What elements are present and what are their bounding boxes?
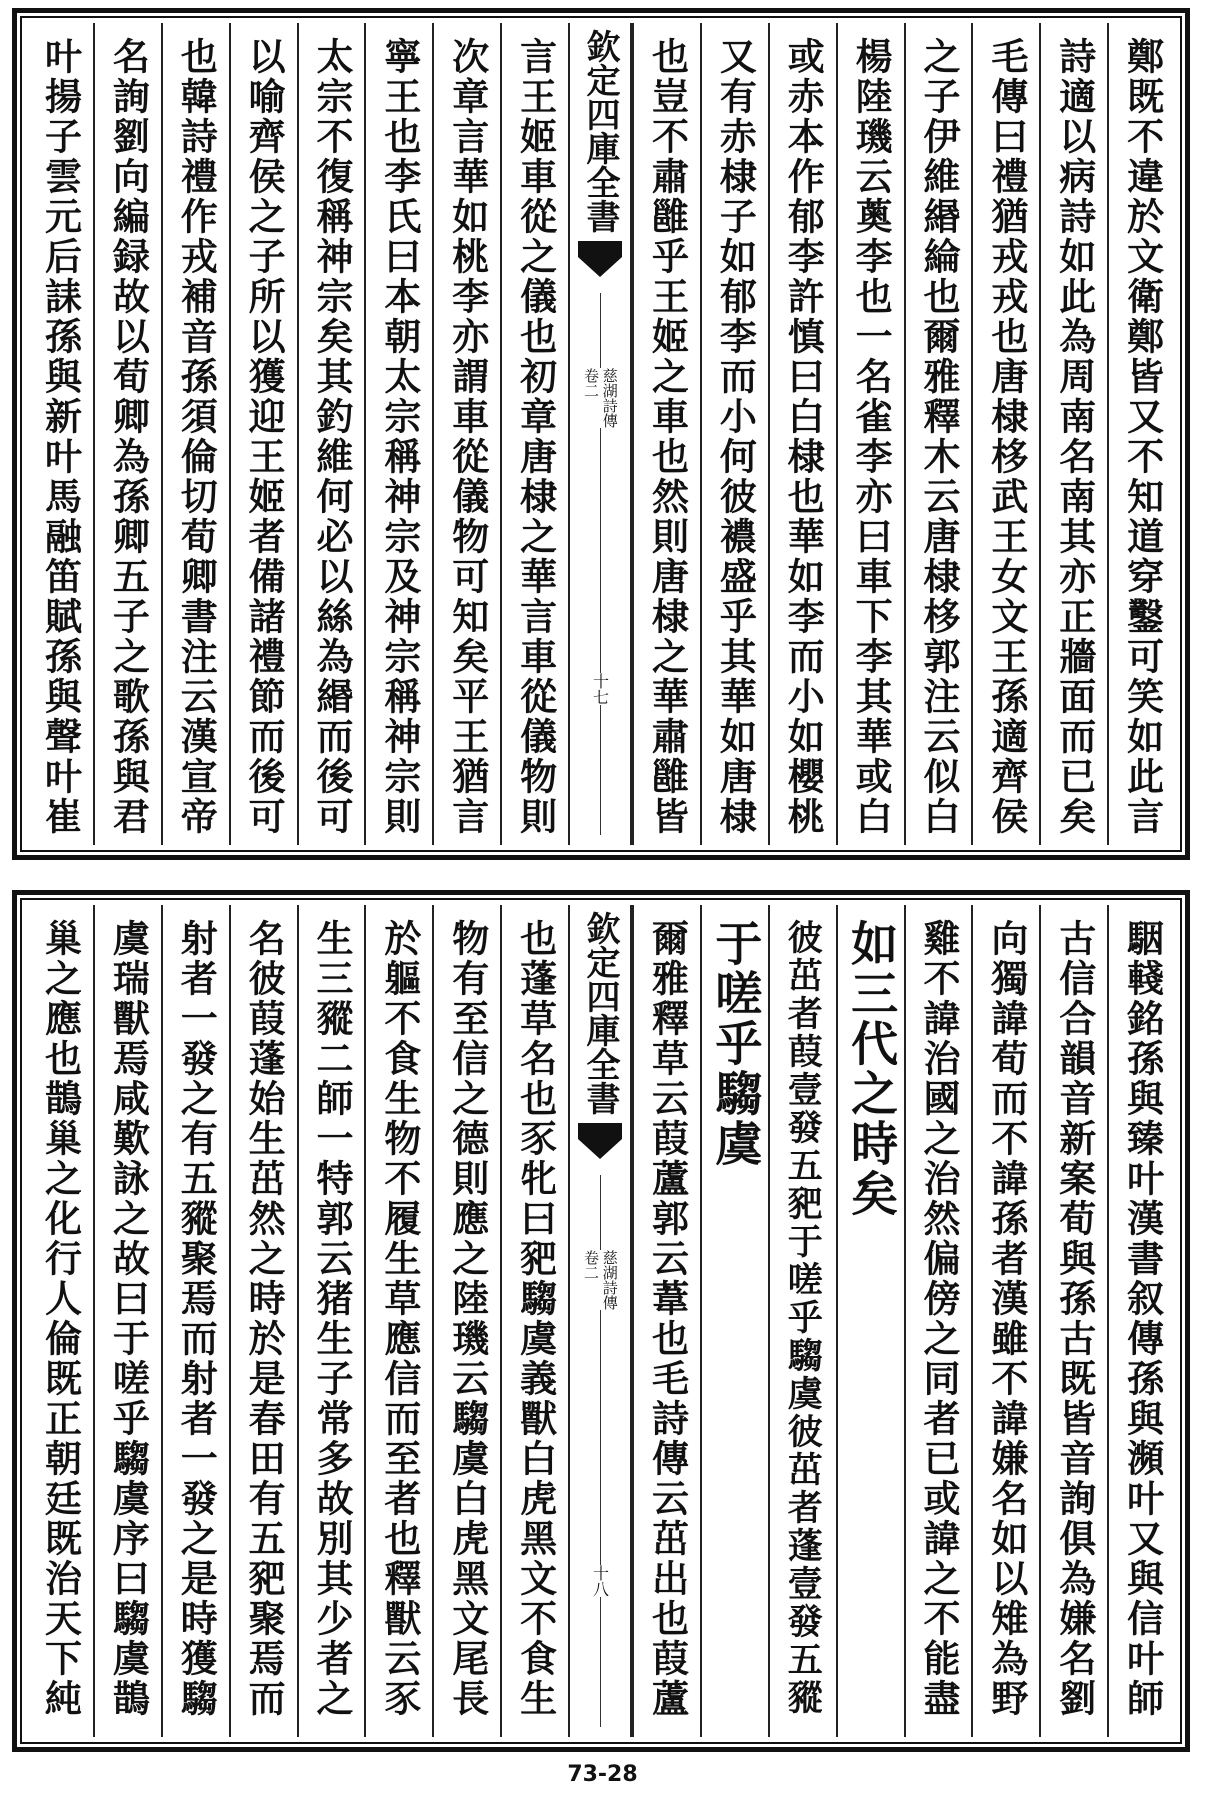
text-column: 於軀不食生物不履生草應信而至者也釋獸云豕	[364, 905, 432, 1737]
lower-page	[12, 890, 1190, 1752]
text-column: 鄭既不違於文衛鄭皆又不知道穿鑿可笑如此言	[1107, 23, 1175, 845]
library-title: 欽定四庫全書	[580, 29, 620, 233]
text-column: 楊陸璣云薁李也一名雀李亦曰車下李其華或白	[836, 23, 904, 845]
center-gutter	[568, 905, 632, 1737]
text-column: 叶揚子雲元后誄孫與新叶馬融笛賦孫與聲叶崔	[38, 37, 83, 837]
center-gutter	[568, 23, 632, 845]
text-column: 駰輚銘孫與臻叶漢書叙傳孫與瀕叶又與信叶師	[1107, 905, 1175, 1737]
fish-tail-mark	[578, 1123, 622, 1167]
folio-number: 十七	[590, 673, 610, 705]
text-column: 太宗不復稱神宗矣其釣維何必以絲為緡而後可	[297, 23, 365, 845]
text-column: 雞不諱治國之治然偏傍之同者已或諱之不能盡	[904, 905, 972, 1737]
text-column: 也蓬草名也豕牝曰豝騶虞義獸白虎黑文不食生	[500, 905, 568, 1737]
fish-tail-mark	[578, 241, 622, 285]
text-column: 寧王也李氏曰本朝太宗稱神宗及神宗稱神宗則	[364, 23, 432, 845]
book-title: 慈湖詩傳 卷二	[582, 1250, 619, 1310]
text-column: 之子伊維緡綸也爾雅釋木云唐棣栘郭注云似白	[904, 23, 972, 845]
library-title: 欽定四庫全書	[580, 911, 620, 1115]
text-column: 爾雅釋草云葭蘆郭云葦也毛詩傳云茁出也葭蘆	[632, 905, 700, 1737]
text-column: 向獨諱荀而不諱孫者漢雖不諱嫌名如以雉為野	[971, 905, 1039, 1737]
text-column: 以喻齊侯之子所以獲迎王姬者備諸禮節而後可	[229, 23, 297, 845]
text-column: 名詢劉向編録故以荀卿為孫卿五子之歌孫與君	[93, 23, 161, 845]
book-title: 慈湖詩傳 卷二	[582, 368, 619, 428]
text-column: 巢之應也鵲巢之化行人倫既正朝廷既治天下純	[38, 919, 83, 1719]
page-footer-number: 73-28	[567, 1762, 638, 1787]
text-column: 或赤本作郁李許慎曰白棣也華如李而小如櫻桃	[768, 23, 836, 845]
text-column: 如三代之時矣	[836, 905, 904, 1737]
text-column: 于嗟乎騶虞	[700, 905, 768, 1737]
text-column: 也韓詩禮作戎補音孫須倫切荀卿書注云漢宣帝	[161, 23, 229, 845]
upper-page	[12, 8, 1190, 860]
text-column: 詩適以病詩如此為周南名南其亦正牆面而已矣	[1039, 23, 1107, 845]
text-column: 虞瑞獸焉咸歎詠之故曰于嗟乎騶虞序曰騶虞鵲	[93, 905, 161, 1737]
text-column: 又有赤棣子如郁李而小何彼襛盛乎其華如唐棣	[700, 23, 768, 845]
text-column: 名彼葭蓬始生茁然之時於是春田有五豝聚焉而	[229, 905, 297, 1737]
text-column: 彼茁者葭壹發五豝于嗟乎騶虞彼茁者蓬壹發五豵	[768, 905, 836, 1737]
text-column: 言王姬車從之儀也初章唐棣之華言車從儀物則	[500, 23, 568, 845]
text-column: 生三豵二師一特郭云猪生子常多故別其少者之	[297, 905, 365, 1737]
text-column: 也豈不肅雝乎王姬之車也然則唐棣之華肅雝皆	[632, 23, 700, 845]
folio-number: 十八	[590, 1565, 610, 1597]
text-column: 古信合韻音新案荀與孫古既皆音詢俱為嫌名劉	[1039, 905, 1107, 1737]
text-column: 射者一發之有五豵聚焉而射者一發之是時獲騶	[161, 905, 229, 1737]
text-column: 物有至信之德則應之陸璣云騶虞白虎黑文尾長	[432, 905, 500, 1737]
text-column: 毛傳曰禮猶戎戎也唐棣栘武王女文王孫適齊侯	[971, 23, 1039, 845]
text-column: 次章言華如桃李亦謂車從儀物可知矣平王猶言	[432, 23, 500, 845]
